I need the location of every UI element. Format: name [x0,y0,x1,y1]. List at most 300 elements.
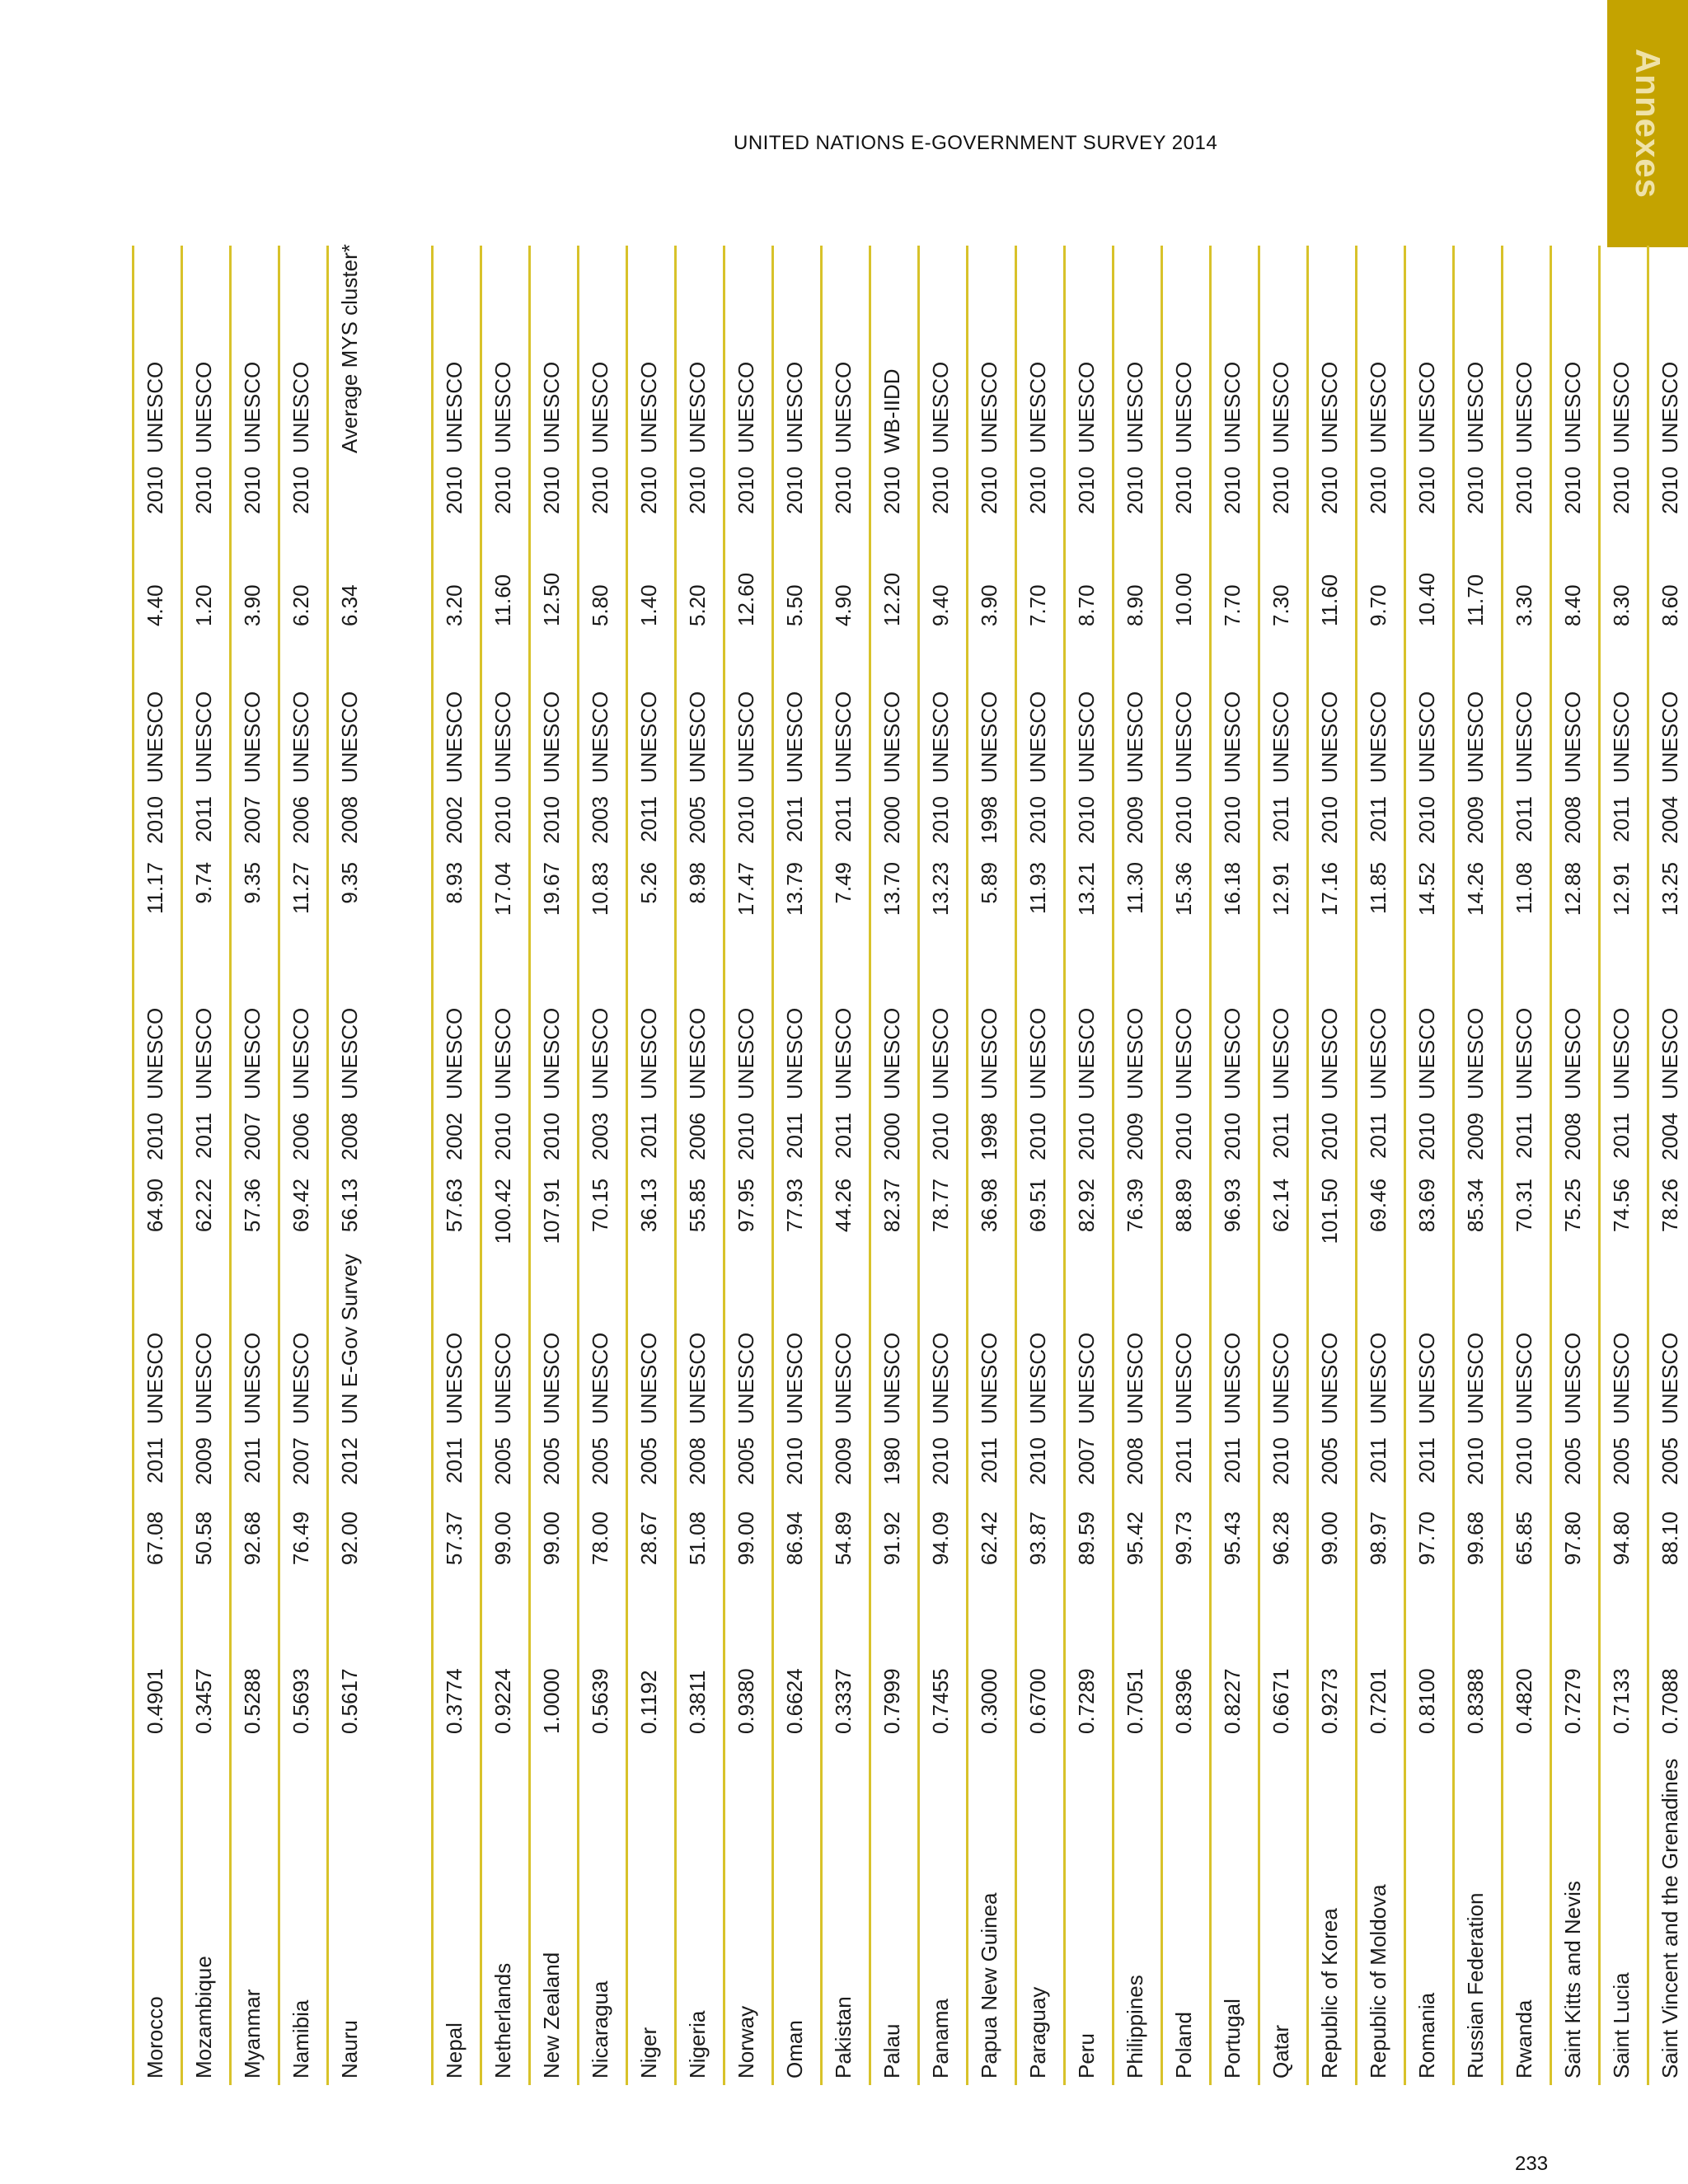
gross-enrolment-ratio: 82.92 [1065,1172,1114,1274]
mean-years-year [328,460,433,534]
expected-years-year: 2004 [1648,790,1688,855]
gross-enrolment-year: 2008 [1551,1106,1600,1172]
gross-enrolment-ratio: 83.69 [1405,1172,1454,1274]
country-name: Saint Vincent and the Grenadines [1648,1741,1688,2085]
adult-literacy-source: UNESCO [1503,1274,1551,1431]
expected-years-source: UNESCO [182,633,231,790]
adult-literacy-rate: 50.58 [182,1505,231,1596]
gross-enrolment-ratio: 44.26 [822,1172,870,1274]
expected-years-schooling: 11.27 [279,855,328,941]
expected-years-year: 2010 [724,790,773,855]
page-number: 233 [1515,2153,1549,2175]
rotated-table-frame [132,244,1682,2085]
gross-enrolment-year: 2010 [1308,1106,1357,1172]
gross-enrolment-source: UNESCO [676,941,724,1106]
gross-enrolment-year: 2009 [1454,1106,1503,1172]
adult-literacy-year: 2005 [1600,1431,1648,1505]
gross-enrolment-year: 2006 [676,1106,724,1172]
expected-years-source: UNESCO [627,633,676,790]
expected-years-source: UNESCO [1016,633,1065,790]
mean-years-schooling: 1.20 [182,534,231,633]
expected-years-schooling: 5.89 [968,855,1016,941]
mean-years-source: UNESCO [433,246,481,460]
expected-years-source: UNESCO [579,633,627,790]
gross-enrolment-year: 2010 [134,1106,182,1172]
country-name: Pakistan [822,1741,870,2085]
mean-years-source: UNESCO [822,246,870,460]
expected-years-year: 2006 [279,790,328,855]
expected-years-source: UNESCO [1551,633,1600,790]
expected-years-schooling: 11.85 [1357,855,1405,941]
expected-years-schooling: 14.52 [1405,855,1454,941]
mean-years-year: 2010 [1016,460,1065,534]
country-name: Morocco [134,1741,182,2085]
adult-literacy-source: UNESCO [1016,1274,1065,1431]
expected-years-source: UNESCO [1259,633,1308,790]
adult-literacy-rate: 57.37 [433,1505,481,1596]
table-row [1551,246,1600,2085]
adult-literacy-year: 2011 [1405,1431,1454,1505]
expected-years-year: 2010 [1065,790,1114,855]
expected-years-year: 2011 [182,790,231,855]
mean-years-source: UNESCO [1551,246,1600,460]
online-service-index: 0.6624 [773,1596,822,1741]
table-row [822,246,870,2085]
mean-years-year: 2010 [1600,460,1648,534]
adult-literacy-rate: 91.92 [870,1505,919,1596]
adult-literacy-rate: 95.43 [1211,1505,1259,1596]
expected-years-source: UNESCO [919,633,968,790]
expected-years-source: UNESCO [870,633,919,790]
online-service-index: 0.3811 [676,1596,724,1741]
adult-literacy-year: 2011 [968,1431,1016,1505]
table-row [919,246,968,2085]
online-service-index: 0.8388 [1454,1596,1503,1741]
expected-years-schooling: 5.26 [627,855,676,941]
mean-years-source: UNESCO [1308,246,1357,460]
country-name: Nicaragua [579,1741,627,2085]
expected-years-schooling: 10.83 [579,855,627,941]
expected-years-source: UNESCO [1114,633,1162,790]
expected-years-year: 2011 [1259,790,1308,855]
expected-years-source: UNESCO [231,633,279,790]
mean-years-year: 2010 [822,460,870,534]
mean-years-year: 2010 [134,460,182,534]
expected-years-schooling: 11.93 [1016,855,1065,941]
gross-enrolment-year: 2010 [1211,1106,1259,1172]
expected-years-schooling: 16.18 [1211,855,1259,941]
gross-enrolment-source: UNESCO [579,941,627,1106]
country-name: Saint Lucia [1600,1741,1648,2085]
gross-enrolment-ratio: 70.15 [579,1172,627,1274]
mean-years-schooling: 3.90 [231,534,279,633]
expected-years-source: UNESCO [433,633,481,790]
online-service-index: 0.5288 [231,1596,279,1741]
gross-enrolment-source: UNESCO [1357,941,1405,1106]
expected-years-schooling: 12.91 [1600,855,1648,941]
expected-years-schooling: 9.35 [231,855,279,941]
expected-years-source: UNESCO [773,633,822,790]
country-name: Namibia [279,1741,328,2085]
online-service-index: 0.4901 [134,1596,182,1741]
country-name: Peru [1065,1741,1114,2085]
mean-years-schooling: 12.60 [724,534,773,633]
gross-enrolment-ratio: 88.89 [1162,1172,1211,1274]
mean-years-source: UNESCO [1357,246,1405,460]
country-name: Saint Kitts and Nevis [1551,1741,1600,2085]
expected-years-source: UNESCO [1503,633,1551,790]
mean-years-schooling: 7.70 [1016,534,1065,633]
adult-literacy-source: UNESCO [773,1274,822,1431]
gross-enrolment-source: UNESCO [773,941,822,1106]
mean-years-schooling: 3.30 [1503,534,1551,633]
online-service-index: 0.5693 [279,1596,328,1741]
table-row [1648,246,1688,2085]
adult-literacy-source: UNESCO [627,1274,676,1431]
adult-literacy-year: 2012 [328,1431,433,1505]
expected-years-schooling: 13.25 [1648,855,1688,941]
mean-years-year: 2010 [676,460,724,534]
mean-years-schooling: 3.90 [968,534,1016,633]
mean-years-year: 2010 [870,460,919,534]
expected-years-schooling: 15.36 [1162,855,1211,941]
online-service-index: 0.9224 [481,1596,530,1741]
adult-literacy-rate: 94.09 [919,1505,968,1596]
gross-enrolment-source: UNESCO [1162,941,1211,1106]
adult-literacy-source: UNESCO [1600,1274,1648,1431]
gross-enrolment-year: 2009 [1114,1106,1162,1172]
adult-literacy-source: UNESCO [1551,1274,1600,1431]
mean-years-source: UNESCO [773,246,822,460]
gross-enrolment-source: UNESCO [968,941,1016,1106]
online-service-index: 0.7999 [870,1596,919,1741]
gross-enrolment-ratio: 78.77 [919,1172,968,1274]
adult-literacy-rate: 62.42 [968,1505,1016,1596]
country-name: Rwanda [1503,1741,1551,2085]
adult-literacy-year: 2011 [231,1431,279,1505]
expected-years-schooling: 12.88 [1551,855,1600,941]
running-head: UNITED NATIONS E-GOVERNMENT SURVEY 2014 [734,132,1218,154]
adult-literacy-year: 2005 [481,1431,530,1505]
adult-literacy-year: 2005 [627,1431,676,1505]
online-service-index: 0.3774 [433,1596,481,1741]
expected-years-year: 2011 [1503,790,1551,855]
mean-years-schooling: 12.20 [870,534,919,633]
expected-years-schooling: 13.23 [919,855,968,941]
table-row [1016,246,1065,2085]
mean-years-source: UNESCO [1454,246,1503,460]
mean-years-source: UNESCO [182,246,231,460]
table-row [1114,246,1162,2085]
adult-literacy-year: 2005 [1648,1431,1688,1505]
gross-enrolment-ratio: 57.63 [433,1172,481,1274]
gross-enrolment-year: 2006 [279,1106,328,1172]
adult-literacy-year: 2010 [1503,1431,1551,1505]
adult-literacy-year: 2009 [182,1431,231,1505]
adult-literacy-source: UNESCO [1454,1274,1503,1431]
mean-years-schooling: 7.70 [1211,534,1259,633]
mean-years-source: UNESCO [1503,246,1551,460]
mean-years-source: UNESCO [1065,246,1114,460]
gross-enrolment-source: UNESCO [279,941,328,1106]
mean-years-schooling: 8.70 [1065,534,1114,633]
mean-years-year: 2010 [773,460,822,534]
online-service-index: 0.7279 [1551,1596,1600,1741]
expected-years-schooling: 11.17 [134,855,182,941]
mean-years-year: 2010 [1162,460,1211,534]
mean-years-year: 2010 [579,460,627,534]
adult-literacy-source: UNESCO [433,1274,481,1431]
table-row [968,246,1016,2085]
expected-years-source: UNESCO [968,633,1016,790]
gross-enrolment-year: 2011 [627,1106,676,1172]
expected-years-source: UNESCO [676,633,724,790]
country-name: Russian Federation [1454,1741,1503,2085]
gross-enrolment-ratio: 96.93 [1211,1172,1259,1274]
annexes-tab-label: Annexes [1629,48,1667,199]
mean-years-schooling: 5.20 [676,534,724,633]
expected-years-schooling: 13.70 [870,855,919,941]
gross-enrolment-ratio: 76.39 [1114,1172,1162,1274]
country-name: Romania [1405,1741,1454,2085]
mean-years-year: 2010 [1551,460,1600,534]
gross-enrolment-source: UNESCO [870,941,919,1106]
gross-enrolment-source: UNESCO [481,941,530,1106]
gross-enrolment-ratio: 101.50 [1308,1172,1357,1274]
adult-literacy-year: 2007 [279,1431,328,1505]
expected-years-year: 2008 [1551,790,1600,855]
adult-literacy-year: 1980 [870,1431,919,1505]
expected-years-source: UNESCO [1162,633,1211,790]
mean-years-schooling: 3.20 [433,534,481,633]
online-service-index: 0.5617 [328,1596,433,1741]
mean-years-source: UNESCO [1162,246,1211,460]
mean-years-source: UNESCO [627,246,676,460]
adult-literacy-source: UNESCO [1357,1274,1405,1431]
table-row [1503,246,1551,2085]
online-service-index: 0.3000 [968,1596,1016,1741]
gross-enrolment-year: 2011 [1503,1106,1551,1172]
expected-years-schooling: 9.74 [182,855,231,941]
mean-years-schooling: 9.40 [919,534,968,633]
mean-years-year: 2010 [919,460,968,534]
gross-enrolment-source: UNESCO [1551,941,1600,1106]
mean-years-source: WB-IIDD [870,246,919,460]
gross-enrolment-source: UNESCO [822,941,870,1106]
mean-years-schooling: 10.00 [1162,534,1211,633]
adult-literacy-source: UNESCO [919,1274,968,1431]
expected-years-year: 2007 [231,790,279,855]
adult-literacy-year: 2010 [773,1431,822,1505]
mean-years-source: UNESCO [676,246,724,460]
gross-enrolment-year: 2007 [231,1106,279,1172]
expected-years-schooling: 17.47 [724,855,773,941]
adult-literacy-rate: 95.42 [1114,1505,1162,1596]
adult-literacy-source: UNESCO [1162,1274,1211,1431]
mean-years-schooling: 6.20 [279,534,328,633]
table-row [1065,246,1114,2085]
gross-enrolment-ratio: 78.26 [1648,1172,1688,1274]
adult-literacy-source: UNESCO [1648,1274,1688,1431]
adult-literacy-source: UNESCO [1065,1274,1114,1431]
online-service-index: 0.7289 [1065,1596,1114,1741]
expected-years-schooling: 17.04 [481,855,530,941]
online-service-index: 0.7201 [1357,1596,1405,1741]
online-service-index: 0.9273 [1308,1596,1357,1741]
expected-years-source: UNESCO [328,633,433,790]
adult-literacy-rate: 99.00 [481,1505,530,1596]
gross-enrolment-source: UNESCO [724,941,773,1106]
adult-literacy-year: 2011 [433,1431,481,1505]
expected-years-source: UNESCO [1308,633,1357,790]
online-service-index: 0.4820 [1503,1596,1551,1741]
adult-literacy-source: UNESCO [134,1274,182,1431]
mean-years-schooling: 10.40 [1405,534,1454,633]
mean-years-year: 2010 [1259,460,1308,534]
gross-enrolment-source: UNESCO [919,941,968,1106]
adult-literacy-source: UNESCO [870,1274,919,1431]
mean-years-schooling: 11.60 [1308,534,1357,633]
expected-years-year: 2005 [676,790,724,855]
mean-years-year: 2010 [1454,460,1503,534]
country-name: Netherlands [481,1741,530,2085]
gross-enrolment-source: UNESCO [530,941,579,1106]
mean-years-year: 2010 [968,460,1016,534]
table-row [579,246,627,2085]
gross-enrolment-ratio: 97.95 [724,1172,773,1274]
adult-literacy-rate: 78.00 [579,1505,627,1596]
gross-enrolment-source: UNESCO [1648,941,1688,1106]
country-name: Paraguay [1016,1741,1065,2085]
adult-literacy-rate: 65.85 [1503,1505,1551,1596]
gross-enrolment-ratio: 70.31 [1503,1172,1551,1274]
adult-literacy-rate: 99.00 [530,1505,579,1596]
adult-literacy-rate: 99.73 [1162,1505,1211,1596]
expected-years-source: UNESCO [1648,633,1688,790]
mean-years-year: 2010 [1648,460,1688,534]
country-name: Mozambique [182,1741,231,2085]
adult-literacy-year: 2011 [134,1431,182,1505]
gross-enrolment-year: 2004 [1648,1106,1688,1172]
expected-years-year: 2010 [481,790,530,855]
country-name: Nigeria [676,1741,724,2085]
mean-years-schooling: 11.60 [481,534,530,633]
country-name: Nauru [328,1741,433,2085]
gross-enrolment-source: UNESCO [1600,941,1648,1106]
mean-years-schooling: 5.50 [773,534,822,633]
expected-years-schooling: 9.35 [328,855,433,941]
gross-enrolment-year: 2011 [1600,1106,1648,1172]
gross-enrolment-ratio: 56.13 [328,1172,433,1274]
mean-years-source: UNESCO [724,246,773,460]
mean-years-source: UNESCO [530,246,579,460]
adult-literacy-rate: 98.97 [1357,1505,1405,1596]
gross-enrolment-year: 2011 [773,1106,822,1172]
gross-enrolment-ratio: 107.91 [530,1172,579,1274]
mean-years-schooling: 1.40 [627,534,676,633]
adult-literacy-rate: 99.68 [1454,1505,1503,1596]
online-service-index: 0.6700 [1016,1596,1065,1741]
table-row [1308,246,1357,2085]
country-name: New Zealand [530,1741,579,2085]
adult-literacy-source: UNESCO [676,1274,724,1431]
gross-enrolment-ratio: 69.46 [1357,1172,1405,1274]
adult-literacy-year: 2011 [1211,1431,1259,1505]
mean-years-source: UNESCO [1259,246,1308,460]
mean-years-year: 2010 [182,460,231,534]
gross-enrolment-year: 2010 [1016,1106,1065,1172]
country-name: Nepal [433,1741,481,2085]
expected-years-schooling: 13.79 [773,855,822,941]
expected-years-source: UNESCO [724,633,773,790]
adult-literacy-year: 2005 [1551,1431,1600,1505]
gross-enrolment-ratio: 36.98 [968,1172,1016,1274]
gross-enrolment-year: 2010 [530,1106,579,1172]
adult-literacy-rate: 99.00 [724,1505,773,1596]
online-service-index: 0.8227 [1211,1596,1259,1741]
adult-literacy-source: UNESCO [1211,1274,1259,1431]
expected-years-year: 2010 [134,790,182,855]
table-row [1357,246,1405,2085]
online-service-index: 0.1192 [627,1596,676,1741]
gross-enrolment-year: 2010 [919,1106,968,1172]
online-service-index: 0.6671 [1259,1596,1308,1741]
table-row [1454,246,1503,2085]
gross-enrolment-year: 2011 [1357,1106,1405,1172]
gross-enrolment-source: UNESCO [134,941,182,1106]
adult-literacy-source: UNESCO [724,1274,773,1431]
adult-literacy-rate: 54.89 [822,1505,870,1596]
adult-literacy-source: UN E-Gov Survey [328,1274,433,1431]
table-row [1162,246,1211,2085]
adult-literacy-source: UNESCO [182,1274,231,1431]
country-name: Palau [870,1741,919,2085]
table-row [134,246,182,2085]
gross-enrolment-ratio: 57.36 [231,1172,279,1274]
expected-years-year: 2010 [1308,790,1357,855]
expected-years-schooling: 17.16 [1308,855,1357,941]
mean-years-year: 2010 [231,460,279,534]
expected-years-year: 2003 [579,790,627,855]
table-row [231,246,279,2085]
adult-literacy-year: 2010 [919,1431,968,1505]
mean-years-schooling: 8.90 [1114,534,1162,633]
gross-enrolment-year: 2008 [328,1106,433,1172]
online-service-index: 0.8396 [1162,1596,1211,1741]
adult-literacy-rate: 51.08 [676,1505,724,1596]
expected-years-source: UNESCO [822,633,870,790]
expected-years-year: 2000 [870,790,919,855]
table-row [676,246,724,2085]
gross-enrolment-ratio: 36.13 [627,1172,676,1274]
mean-years-source: UNESCO [231,246,279,460]
table-body [134,246,1688,2085]
mean-years-year: 2010 [481,460,530,534]
mean-years-year: 2010 [1065,460,1114,534]
mean-years-source: UNESCO [919,246,968,460]
gross-enrolment-year: 2011 [822,1106,870,1172]
gross-enrolment-source: UNESCO [182,941,231,1106]
table-row [433,246,481,2085]
adult-literacy-source: UNESCO [1259,1274,1308,1431]
gross-enrolment-source: UNESCO [1405,941,1454,1106]
mean-years-schooling: 5.80 [579,534,627,633]
gross-enrolment-source: UNESCO [1016,941,1065,1106]
expected-years-year: 2010 [1016,790,1065,855]
expected-years-year: 2011 [773,790,822,855]
mean-years-year: 2010 [1503,460,1551,534]
expected-years-year: 2010 [1162,790,1211,855]
